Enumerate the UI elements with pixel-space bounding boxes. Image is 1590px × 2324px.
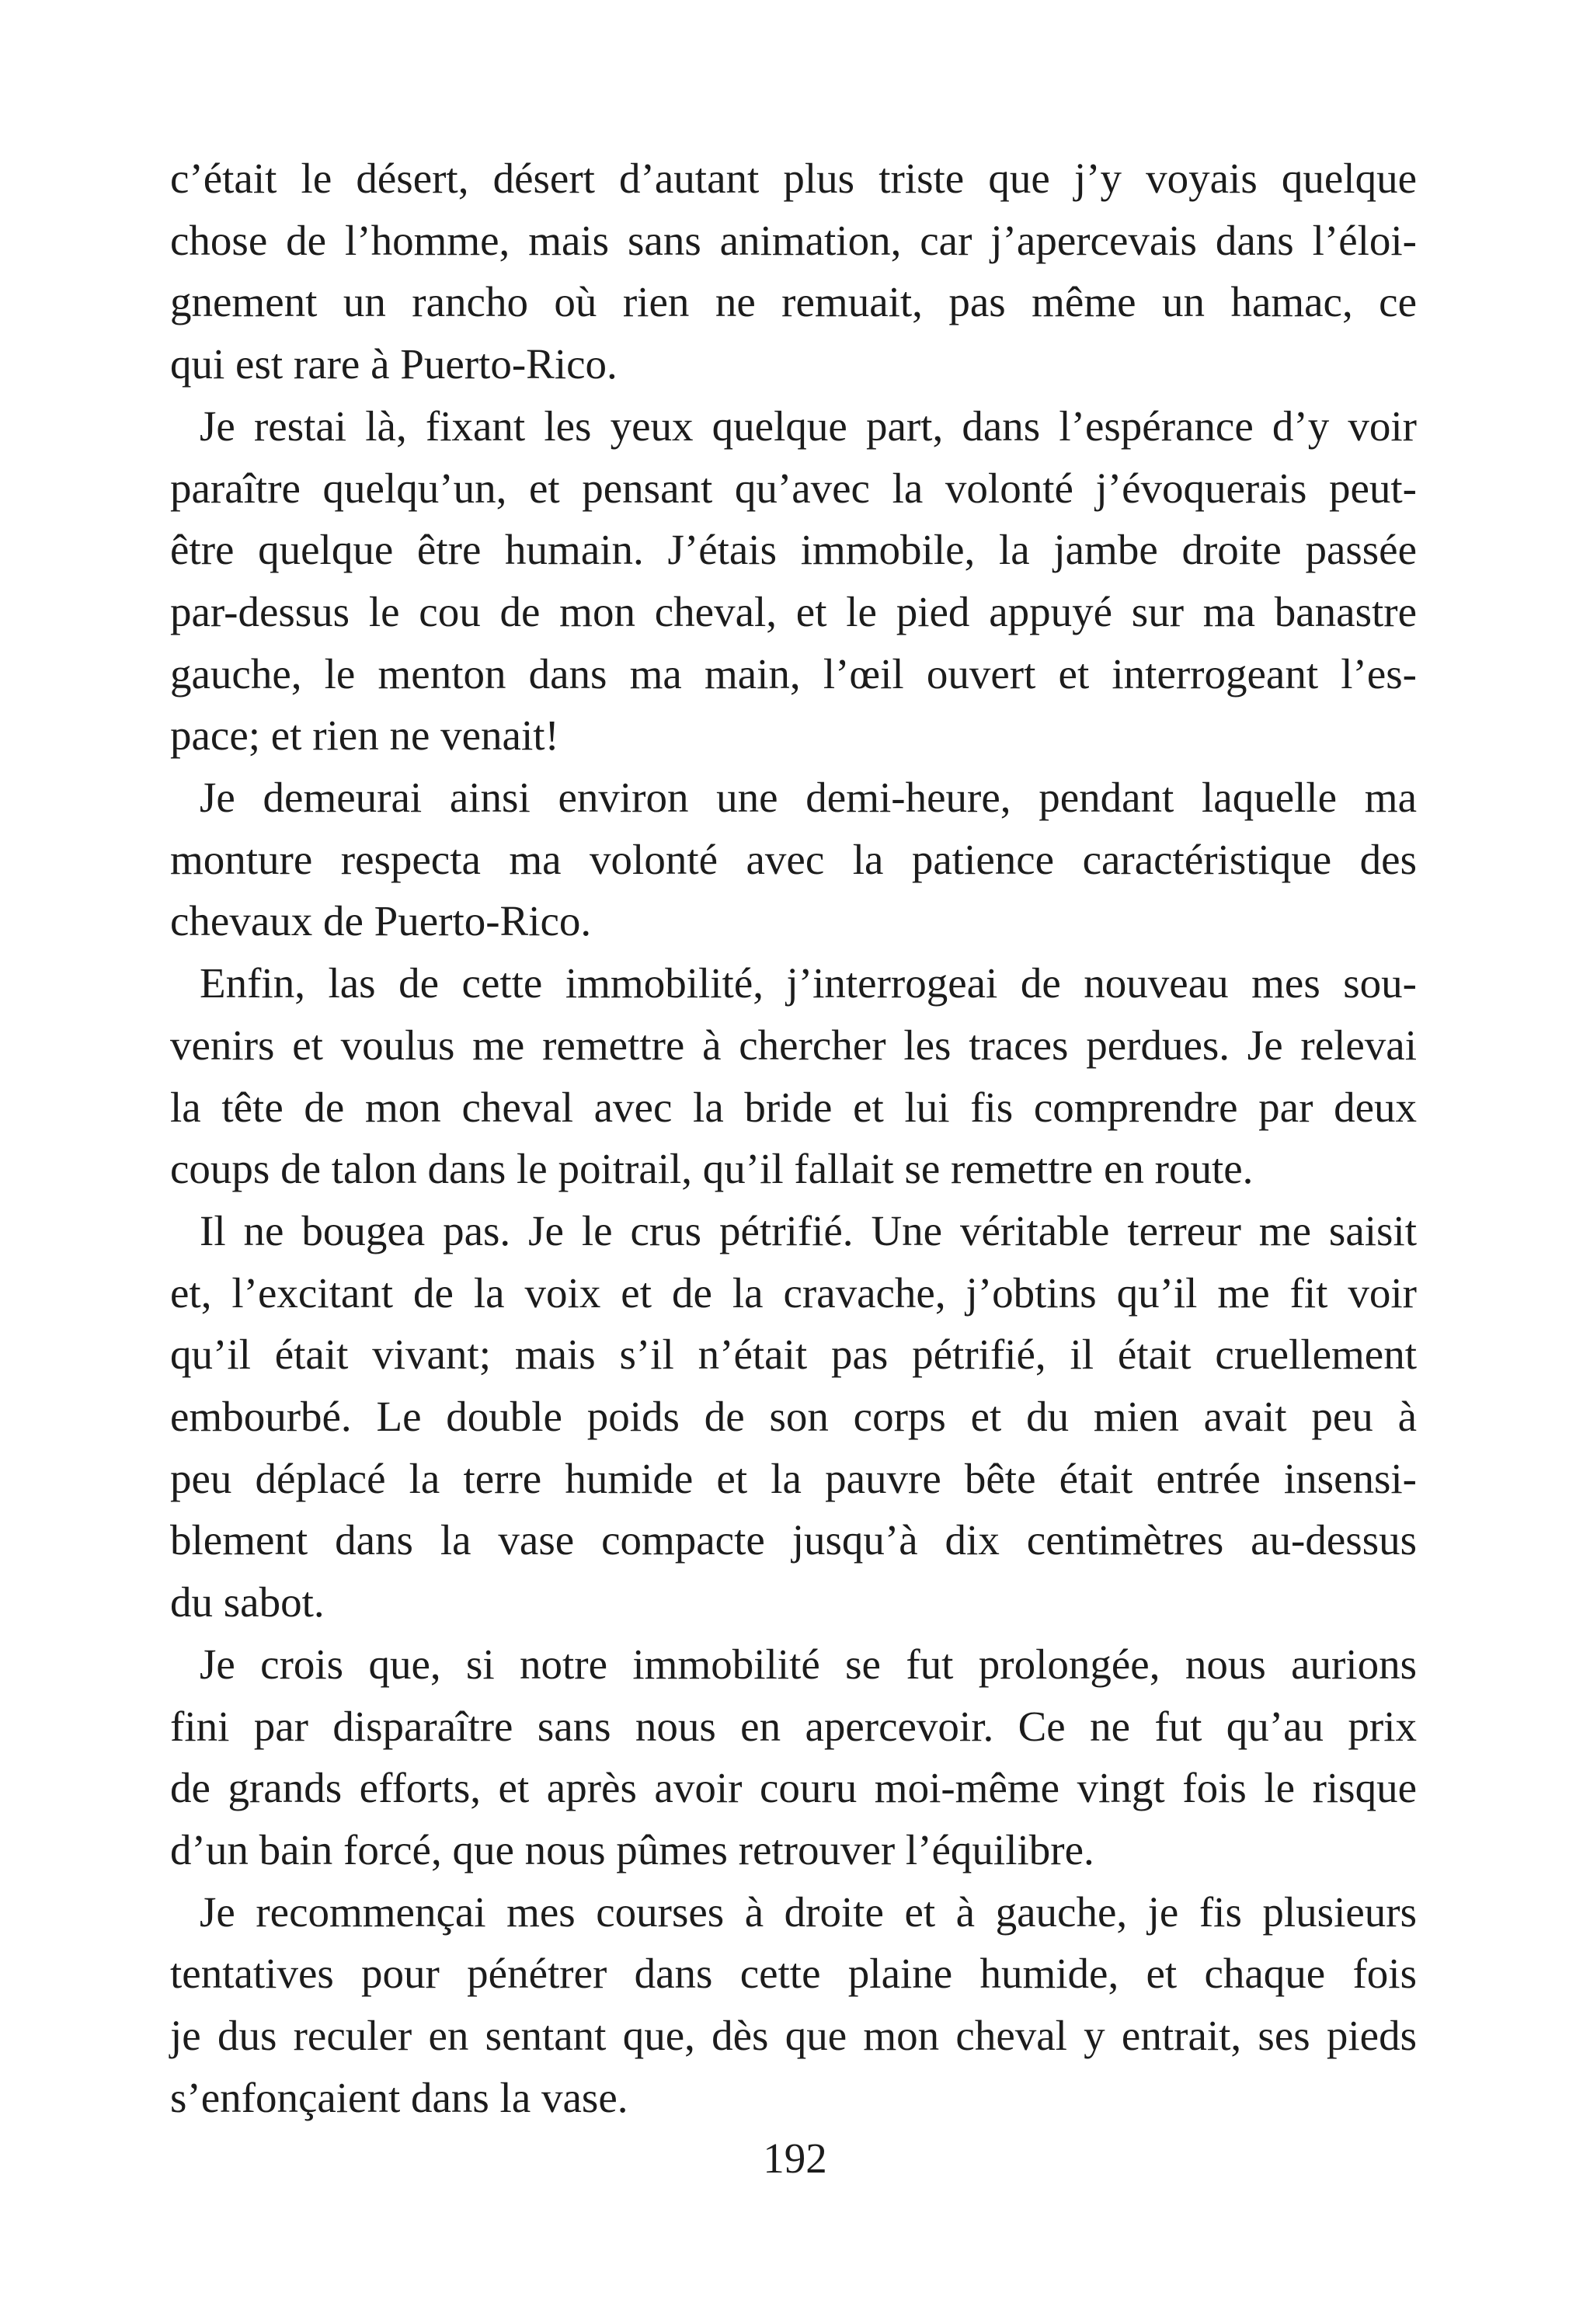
text-line: s’enfonçaient dans la vase.: [170, 2073, 628, 2121]
text-line: Je recommençai mes courses à droite et à gauche, je fis plusieurs: [200, 1887, 1417, 1936]
text-line: du sabot.: [170, 1578, 325, 1626]
text-line: monture respecta ma volonté avec la patience caractéristique des: [170, 835, 1417, 883]
text-line: tentatives pour pénétrer dans cette plaine humide, et chaque fois: [170, 1950, 1417, 1998]
text-line: fini par disparaître sans nous en apercevoir. Ce ne fut qu’au prix: [170, 1702, 1417, 1750]
text-line: qui est rare à Puerto-Rico.: [170, 340, 618, 388]
text-line: gnement un rancho où rien ne remuait, pas même un hamac, ce: [170, 278, 1417, 326]
text-line: par-dessus le cou de mon cheval, et le pied appuyé sur ma banastre: [170, 587, 1417, 635]
text-line: peu déplacé la terre humide et la pauvre bête était entrée insensi-: [170, 1454, 1417, 1502]
text-line: Il ne bougea pas. Je le crus pétrifié. Une véritable terreur me saisit: [200, 1206, 1417, 1254]
text-line: je dus reculer en sentant que, dès que mon cheval y entrait, ses pieds: [170, 2012, 1417, 2060]
text-line: coups de talon dans le poitrail, qu’il fallait se remettre en route.: [170, 1145, 1254, 1193]
text-line: qu’il était vivant; mais s’il n’était pas pétrifié, il était cruellement: [170, 1331, 1417, 1379]
page-number: 192: [763, 2134, 827, 2182]
text-line: embourbé. Le double poids de son corps et du mien avait peu à: [170, 1393, 1417, 1441]
paragraph-7: [170, 1881, 1417, 2129]
text-line: chose de l’homme, mais sans animation, car j’apercevais dans l’éloi-: [170, 216, 1417, 264]
text-line: Je restai là, fixant les yeux quelque part, dans l’espérance d’y voir: [200, 402, 1417, 450]
text-line: blement dans la vase compacte jusqu’à dix centimètres au-dessus: [170, 1516, 1417, 1564]
paragraph-3: [170, 767, 1417, 952]
text-line: de grands efforts, et après avoir couru moi-même vingt fois le risque: [170, 1764, 1417, 1812]
text-line: être quelque être humain. J’étais immobile, la jambe droite passée: [170, 526, 1417, 574]
paragraph-6: [170, 1633, 1417, 1881]
text-line: d’un bain forcé, que nous pûmes retrouver l’équilibre.: [170, 1825, 1094, 1873]
text-line: c’était le désert, désert d’autant plus triste que j’y voyais quelque: [170, 155, 1417, 202]
body-text: [170, 148, 1417, 2129]
text-line: et, l’excitant de la voix et de la cravache, j’obtins qu’il me fit voir: [170, 1268, 1417, 1317]
paragraph-4: [170, 952, 1417, 1200]
text-line: la tête de mon cheval avec la bride et lui fis comprendre par deux: [170, 1083, 1417, 1131]
paragraph-1: [170, 148, 1417, 395]
text-line: paraître quelqu’un, et pensant qu’avec la volonté j’évoquerais peut-: [170, 464, 1417, 512]
text-line: chevaux de Puerto-Rico.: [170, 897, 592, 945]
paragraph-5: [170, 1200, 1417, 1633]
text-line: Je demeurai ainsi environ une demi-heure, pendant laquelle ma: [200, 774, 1417, 822]
text-line: gauche, le menton dans ma main, l’œil ouvert et interrogeant l’es-: [170, 649, 1417, 698]
text-line: Enfin, las de cette immobilité, j’interrogeai de nouveau mes sou-: [200, 959, 1417, 1007]
paragraph-2: [170, 395, 1417, 767]
text-line: venirs et voulus me remettre à chercher les traces perdues. Je relevai: [170, 1021, 1417, 1069]
text-line: Je crois que, si notre immobilité se fut prolongée, nous aurions: [200, 1640, 1417, 1688]
text-line: pace; et rien ne venait!: [170, 711, 559, 760]
